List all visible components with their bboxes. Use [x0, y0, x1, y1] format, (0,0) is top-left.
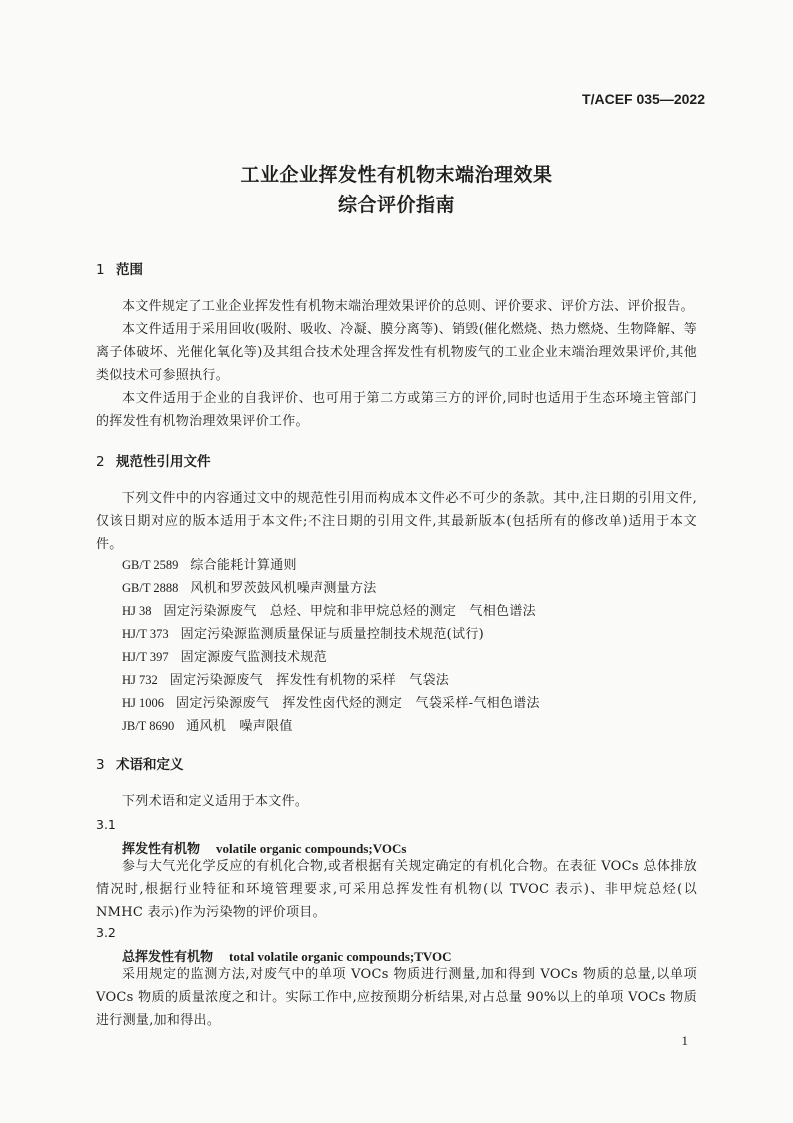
term-english: volatile organic compounds;VOCs: [216, 841, 407, 856]
reference-code: GB/T 2888: [122, 581, 179, 595]
reference-name: 固定污染源废气 挥发性有机物的采样 气袋法: [169, 673, 450, 688]
reference-item: [122, 715, 293, 738]
reference-name: 固定污染源监测质量保证与质量控制技术规范(试行): [180, 627, 484, 642]
term-english: total volatile organic compounds;TVOC: [229, 949, 452, 964]
reference-item: [122, 692, 540, 715]
section-2-heading: [96, 450, 211, 470]
reference-item: [122, 623, 484, 646]
document-title-line1: 工业企业挥发性有机物末端治理效果: [240, 164, 553, 186]
term-chinese: 挥发性有机物: [122, 842, 201, 857]
scope-paragraph-3: 本文件适用于企业的自我评价、也可用于第二方或第三方的评价,同时也适用于生态环境主管部门的挥发性有机物治理效果评价工作。: [96, 391, 697, 429]
section-title: 术语和定义: [116, 757, 184, 773]
reference-item: [122, 554, 297, 577]
reference-name: 综合能耗计算通则: [190, 558, 297, 573]
section-1-heading: [96, 258, 143, 278]
reference-name: 固定污染源废气 挥发性卤代烃的测定 气袋采样-气相色谱法: [176, 696, 540, 711]
reference-code: HJ/T 397: [122, 650, 169, 664]
reference-code: HJ 38: [122, 604, 152, 618]
term-definition: 采用规定的监测方法,对废气中的单项 VOCs 物质进行测量,加和得到 VOCs 物质的总量,以单项 VOCs 物质的质量浓度之和计。实际工作中,应按预期分析结果,对占总量 90%以上的单项 VOCs 物质进行测量,加和得出。: [96, 967, 697, 1028]
term-chinese: 总挥发性有机物: [122, 950, 214, 965]
reference-item: [122, 646, 327, 669]
section-number: 3: [96, 757, 105, 773]
reference-code: HJ/T 373: [122, 627, 169, 641]
reference-item: [122, 669, 449, 692]
section-title: 规范性引用文件: [116, 454, 211, 470]
document-title-line2: 综合评价指南: [337, 194, 455, 216]
section-number: 1: [96, 262, 105, 278]
section-3-heading: [96, 753, 184, 773]
section-title: 范围: [116, 262, 143, 278]
clause-number: 3.2: [96, 925, 116, 940]
reference-name: 固定源废气监测技术规范: [180, 650, 327, 665]
normative-references-intro: 下列文件中的内容通过文中的规范性引用而构成本文件必不可少的条款。其中,注日期的引用文件,仅该日期对应的版本适用于本文件;不注日期的引用文件,其最新版本(包括所有的修改单)适用于本文件。: [96, 491, 697, 552]
terms-intro: 下列术语和定义适用于本文件。: [122, 794, 309, 809]
reference-code: HJ 1006: [122, 696, 165, 710]
scope-paragraph-2: 本文件适用于采用回收(吸附、吸收、冷凝、膜分离等)、销毁(催化燃烧、热力燃烧、生物降解、等离子体破坏、光催化氧化等)及其组合技术处理含挥发性有机物废气的工业企业末端治理效果评价,其他类似技术可参照执行。: [96, 322, 697, 383]
reference-item: [122, 577, 377, 600]
term-definition: 参与大气光化学反应的有机化合物,或者根据有关规定确定的有机化合物。在表征 VOCs 总体排放情况时,根据行业特征和环境管理要求,可采用总挥发性有机物(以 TVOC 表示)、非甲烷总烃(以 NMHC 表示)作为污染物的评价项目。: [96, 859, 697, 920]
page-number: 1: [681, 1033, 688, 1048]
clause-number: 3.1: [96, 817, 116, 832]
reference-code: HJ 732: [122, 673, 158, 687]
reference-code: GB/T 2589: [122, 558, 179, 572]
section-number: 2: [96, 454, 105, 470]
scope-paragraph-1: 本文件规定了工业企业挥发性有机物末端治理效果评价的总则、评价要求、评价方法、评价报告。: [122, 299, 694, 314]
reference-code: JB/T 8690: [122, 719, 175, 733]
standard-number: T/ACEF 035—2022: [582, 91, 705, 107]
reference-name: 风机和罗茨鼓风机噪声测量方法: [190, 581, 377, 596]
reference-name: 固定污染源废气 总烃、甲烷和非甲烷总烃的测定 气相色谱法: [163, 604, 536, 619]
reference-name: 通风机 噪声限值: [186, 719, 293, 734]
reference-item: [122, 600, 536, 623]
